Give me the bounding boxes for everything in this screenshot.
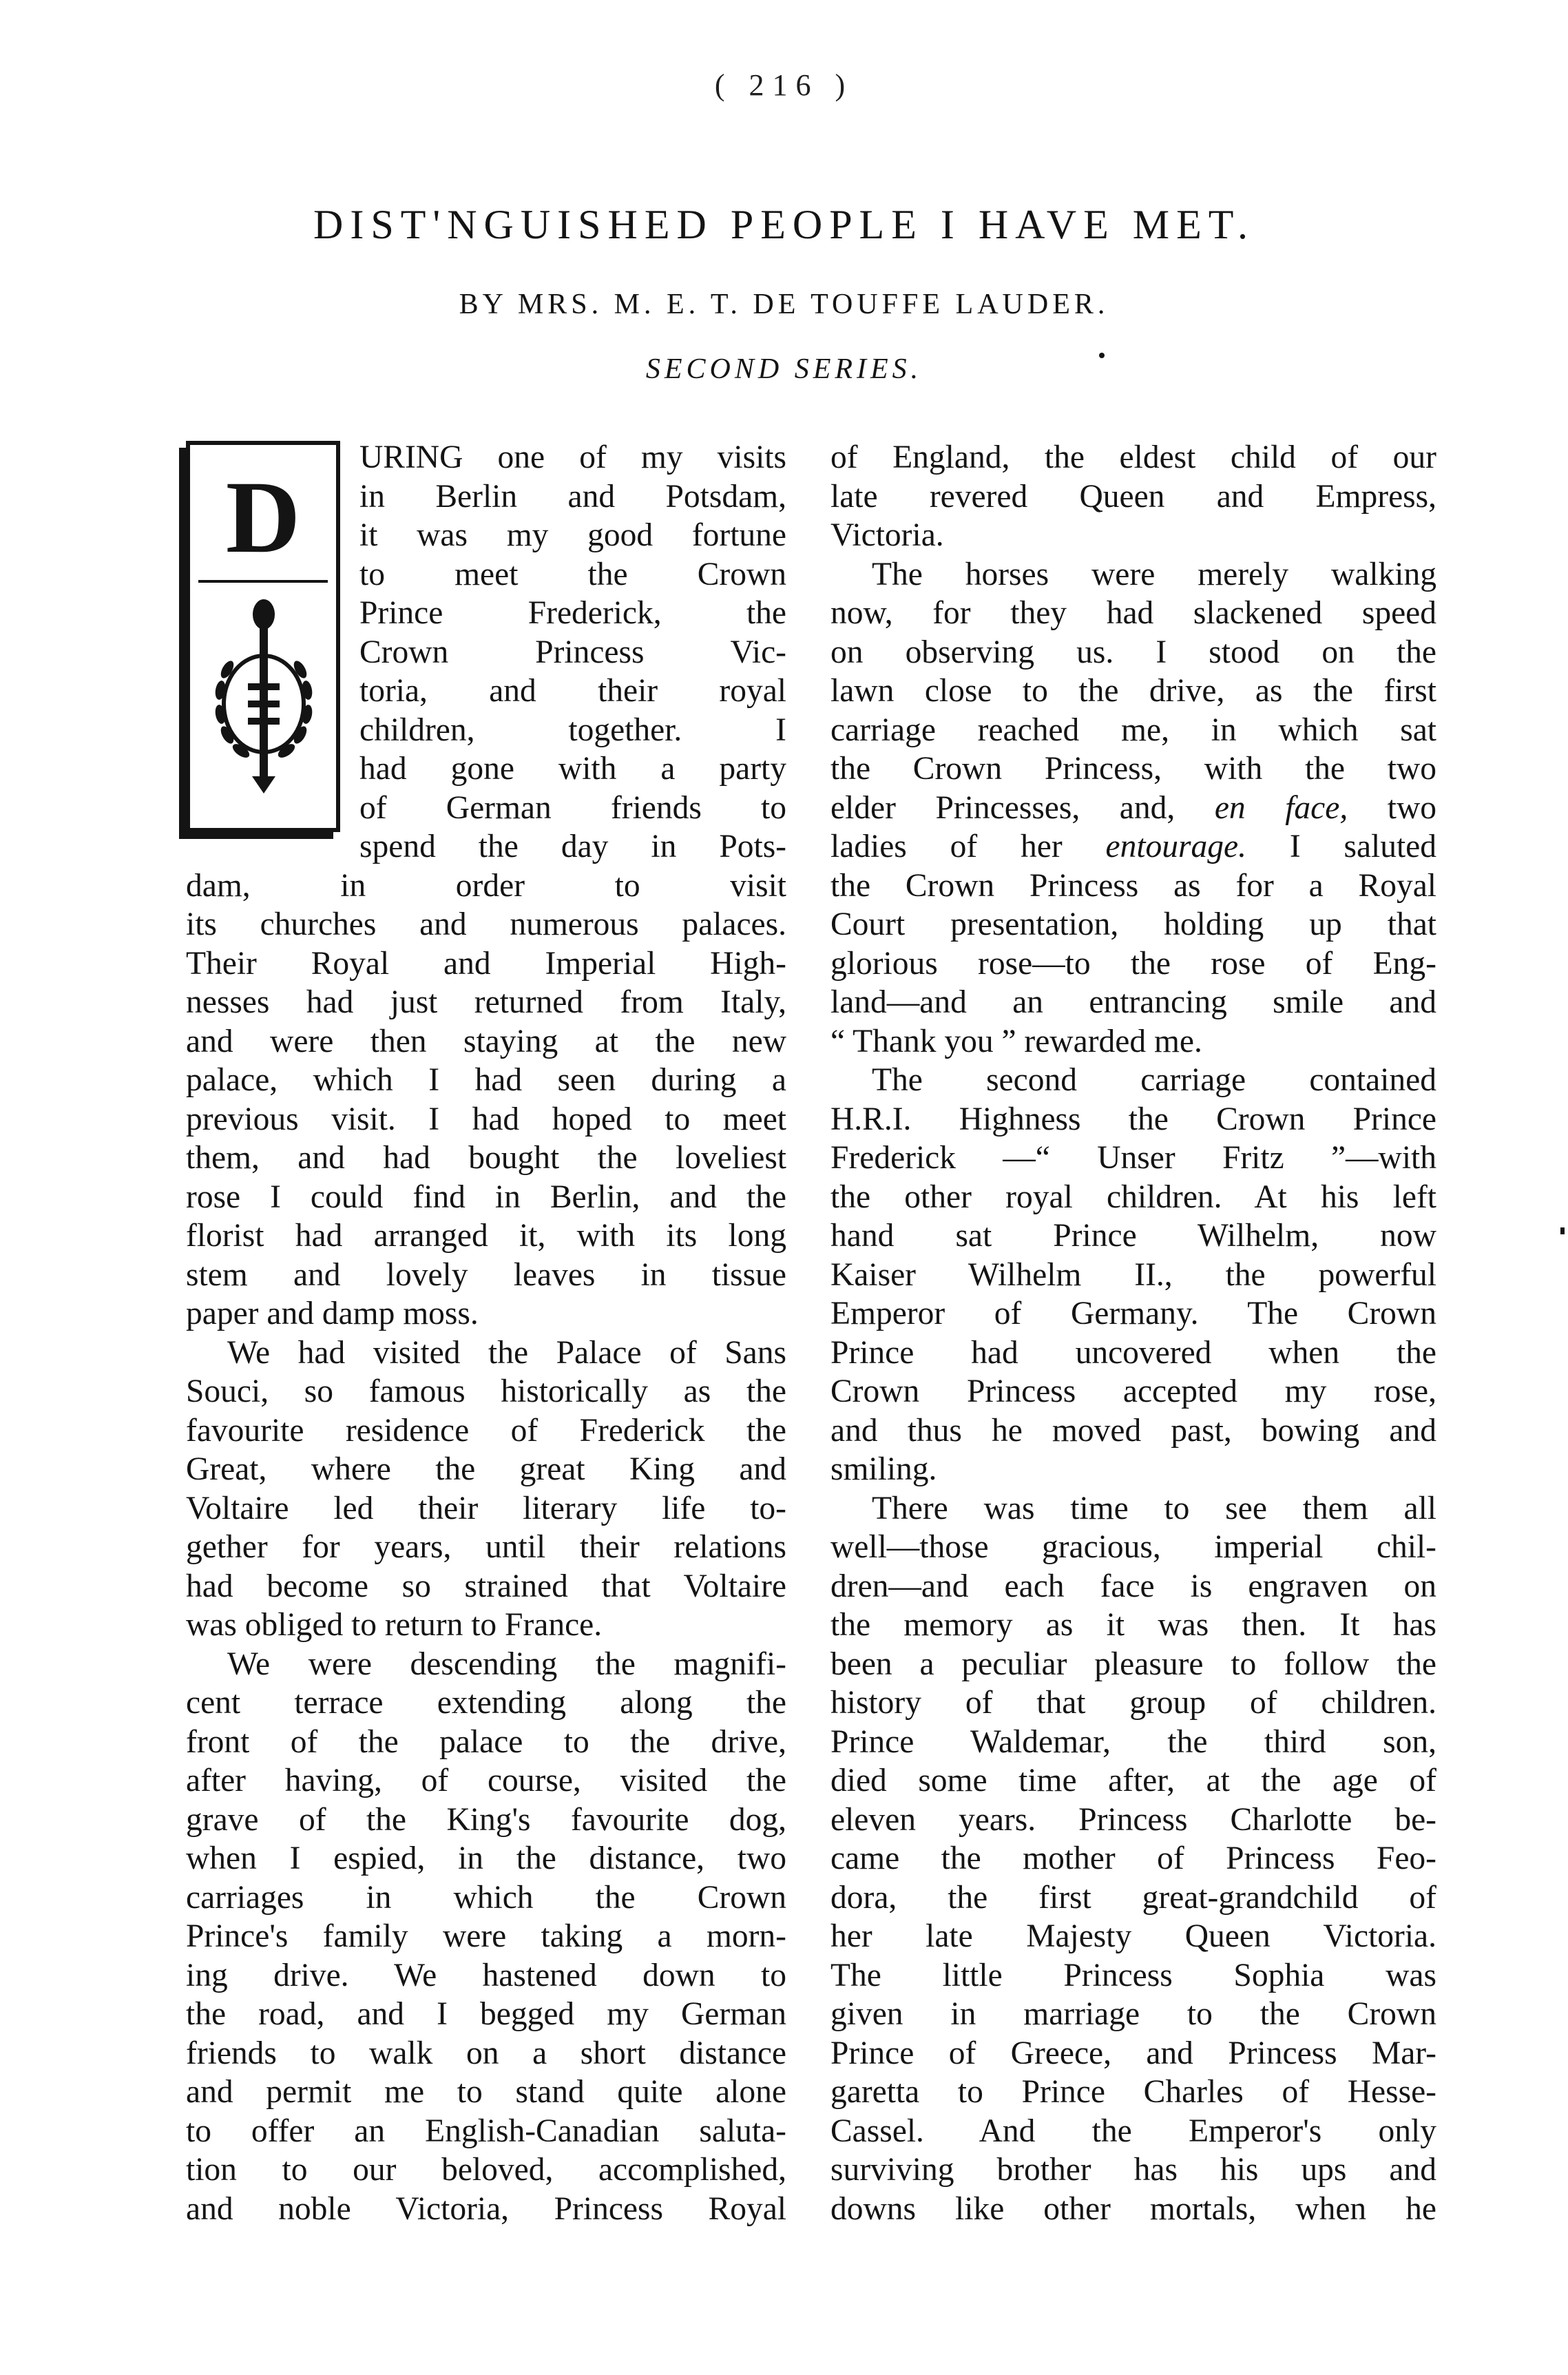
right-line: lawn close to the drive, as the first: [830, 673, 1436, 709]
right-line: late revered Queen and Empress,: [830, 478, 1436, 515]
right-line: dora, the first great-grandchild of: [830, 1879, 1436, 1916]
right-line: on observing us. I stood on the: [830, 634, 1436, 670]
left-line: Crown Princess Vic-: [359, 634, 786, 670]
left-line: previous visit. I had hoped to meet: [186, 1101, 786, 1137]
right-line: died some time after, at the age of: [830, 1763, 1436, 1798]
left-line: children, together. I: [359, 712, 786, 748]
text-run: two: [1387, 789, 1437, 826]
left-line: when I espied, in the distance, two: [186, 1840, 786, 1876]
left-line: and permit me to stand quite alone: [186, 2074, 786, 2110]
left-line: cent terrace extending along the: [186, 1685, 786, 1721]
right-line: There was time to see them all: [872, 1490, 1436, 1526]
right-line: of England, the eldest child of our: [830, 439, 1436, 475]
right-line: Frederick —“ Unser Fritz ”—with: [830, 1140, 1436, 1176]
page-number: ( 216 ): [714, 68, 854, 102]
right-line: well—those gracious, imperial chil-: [830, 1529, 1436, 1565]
right-line: the Crown Princess, with the two: [830, 751, 1436, 787]
right-line: eleven years. Princess Charlotte be-: [830, 1801, 1436, 1838]
right-line: Victoria.: [830, 517, 944, 553]
left-line: dam, in order to visit: [186, 867, 786, 904]
left-line: had gone with a party: [359, 751, 786, 787]
left-line: carriages in which the Crown: [186, 1879, 786, 1916]
left-line: URING one of my visits: [359, 439, 786, 475]
right-line: downs like other mortals, when he: [830, 2190, 1436, 2227]
left-line: favourite residence of Frederick the: [186, 1412, 786, 1449]
right-line: The little Princess Sophia was: [830, 1957, 1436, 1993]
left-line: to offer an English-Canadian saluta-: [186, 2113, 786, 2149]
right-line: dren—and each face is engraven on: [830, 1568, 1436, 1604]
right-line: Prince had uncovered when the: [830, 1334, 1436, 1371]
right-line: The second carriage contained: [872, 1062, 1436, 1098]
right-line: came the mother of Princess Feo-: [830, 1840, 1436, 1876]
left-line: in Berlin and Potsdam,: [359, 478, 786, 515]
article-title: DIST'NGUISHED PEOPLE I HAVE MET.: [313, 202, 1255, 247]
series-label: SECOND SERIES.: [645, 353, 923, 385]
left-line: front of the palace to the drive,: [186, 1723, 786, 1760]
left-line: had become so strained that Voltaire: [186, 1568, 786, 1604]
right-line: hand sat Prince Wilhelm, now: [830, 1218, 1436, 1254]
right-line: Kaiser Wilhelm II., the powerful: [830, 1256, 1436, 1293]
left-line: was obliged to return to France.: [186, 1607, 603, 1643]
right-line: and thus he moved past, bowing and: [830, 1412, 1436, 1449]
left-column: [186, 438, 786, 2228]
left-line: to meet the Crown: [359, 556, 786, 592]
left-line: ing drive. We hastened down to: [186, 1957, 786, 1993]
left-line: Their Royal and Imperial High-: [186, 945, 786, 982]
left-line: We were descending the magnifi-: [227, 1646, 786, 1682]
left-line: Great, where the great King and: [186, 1451, 786, 1487]
left-line: rose I could find in Berlin, and the: [186, 1179, 786, 1215]
left-line: them, and had bought the loveliest: [186, 1140, 786, 1176]
left-line: and noble Victoria, Princess Royal: [186, 2190, 786, 2227]
text-run: ladies of her: [830, 829, 1063, 864]
right-line: Court presentation, holding up that: [830, 906, 1436, 942]
left-line: friends to walk on a short distance: [186, 2035, 786, 2071]
left-line: florist had arranged it, with its long: [186, 1218, 786, 1254]
text-run: I saluted: [1289, 829, 1437, 864]
right-line: garetta to Prince Charles of Hesse-: [830, 2074, 1436, 2110]
byline: BY MRS. M. E. T. DE TOUFFE LAUDER.: [459, 289, 1109, 320]
right-line: The horses were merely walking: [872, 556, 1436, 592]
left-line: paper and damp moss.: [186, 1296, 479, 1331]
right-line: the other royal children. At his left: [830, 1179, 1436, 1215]
right-line: carriage reached me, in which sat: [830, 712, 1436, 748]
right-line: been a peculiar pleasure to follow the: [830, 1646, 1436, 1682]
right-line: glorious rose—to the rose of Eng-: [830, 945, 1436, 982]
left-line: Souci, so famous historically as the: [186, 1373, 786, 1409]
left-line: Prince's family were taking a morn-: [186, 1918, 786, 1954]
right-line: Emperor of Germany. The Crown: [830, 1296, 1436, 1331]
left-line: tion to our beloved, accomplished,: [186, 2152, 786, 2188]
right-line: Crown Princess accepted my rose,: [830, 1373, 1436, 1409]
text-run: elder Princesses, and,: [830, 789, 1175, 826]
left-line: We had visited the Palace of Sans: [227, 1334, 786, 1371]
right-line: the memory as it was then. It has: [830, 1607, 1436, 1643]
right-line: her late Majesty Queen Victoria.: [830, 1918, 1436, 1954]
left-line: Voltaire led their literary life to-: [186, 1490, 786, 1526]
left-line: spend the day in Pots-: [359, 829, 786, 864]
right-line-mixed: [830, 827, 1436, 867]
right-line: given in marriage to the Crown: [830, 1996, 1436, 2032]
left-line: palace, which I had seen during a: [186, 1062, 786, 1098]
right-column: [830, 438, 1436, 2228]
right-line: surviving brother has his ups and: [830, 2152, 1436, 2188]
left-line: it was my good fortune: [359, 517, 786, 553]
right-line: Cassel. And the Emperor's only: [830, 2113, 1436, 2149]
right-line: “ Thank you ” rewarded me.: [830, 1023, 1202, 1059]
right-line: H.R.I. Highness the Crown Prince: [830, 1101, 1436, 1137]
left-line: after having, of course, visited the: [186, 1763, 786, 1798]
right-line: Prince Waldemar, the third son,: [830, 1723, 1436, 1760]
left-line: its churches and numerous palaces.: [186, 906, 786, 942]
margin-mark: [1560, 1227, 1565, 1234]
right-line: Prince of Greece, and Princess Mar-: [830, 2035, 1436, 2071]
drop-cap-rule: [198, 580, 328, 583]
right-line: history of that group of children.: [830, 1685, 1436, 1721]
left-line: nesses had just returned from Italy,: [186, 984, 786, 1020]
left-line: gether for years, until their relations: [186, 1529, 786, 1565]
italic-run: en face,: [1214, 789, 1348, 826]
left-line: grave of the King's favourite dog,: [186, 1801, 786, 1838]
left-line: of German friends to: [359, 789, 786, 826]
drop-cap-letter: D: [225, 460, 301, 574]
left-line: and were then staying at the new: [186, 1023, 786, 1059]
right-line: land—and an entrancing smile and: [830, 984, 1436, 1020]
right-line: smiling.: [830, 1451, 937, 1487]
right-line: now, for they had slackened speed: [830, 595, 1436, 631]
wreath-torch-ornament-icon: [205, 587, 322, 821]
drop-cap: [186, 441, 340, 832]
italic-run: entourage.: [1105, 829, 1246, 864]
left-line: Prince Frederick, the: [359, 595, 786, 631]
stray-dot: [1099, 353, 1105, 358]
left-line: toria, and their royal: [359, 673, 786, 709]
left-line: the road, and I begged my German: [186, 1996, 786, 2032]
right-line: the Crown Princess as for a Royal: [830, 867, 1436, 904]
left-line: stem and lovely leaves in tissue: [186, 1256, 786, 1293]
right-line-mixed: [830, 789, 1436, 828]
